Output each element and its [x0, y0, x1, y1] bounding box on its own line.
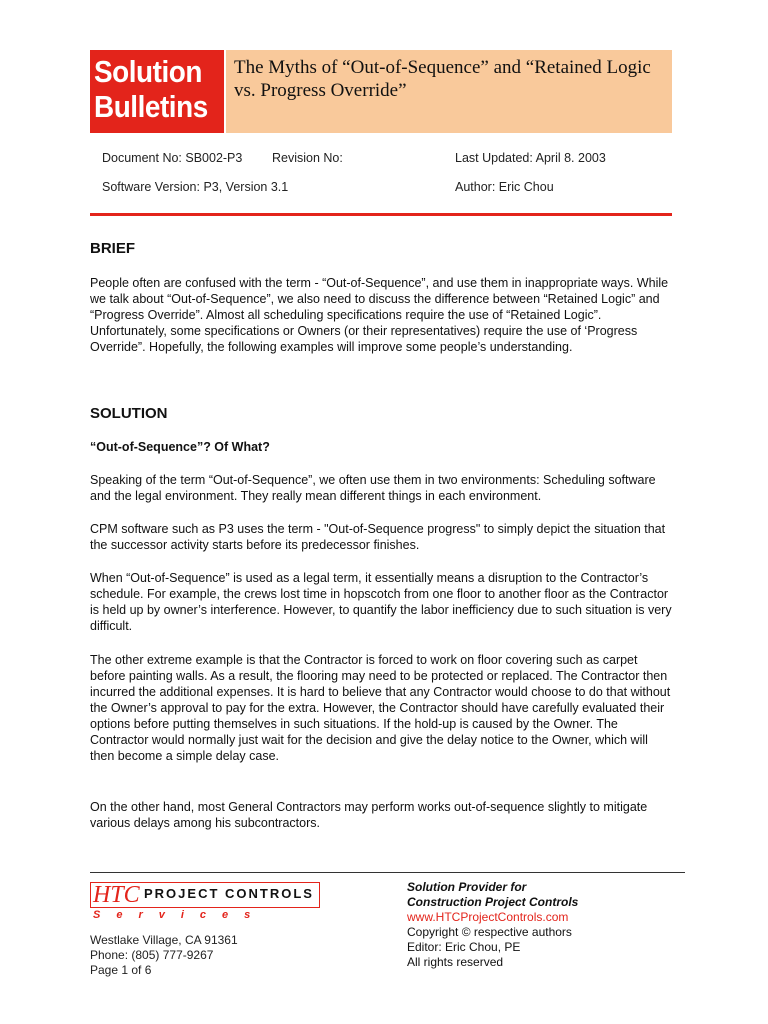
author: Author: Eric Chou — [455, 180, 554, 194]
htc-logo-text: HTC — [93, 882, 140, 908]
footer-tagline-1: Solution Provider for — [407, 880, 527, 894]
footer-editor: Editor: Eric Chou, PE — [407, 940, 521, 954]
footer-right-block — [407, 880, 578, 970]
document-title: The Myths of “Out-of-Sequence” and “Retained Logic vs. Progress Override” — [226, 50, 672, 133]
footer-address: Westlake Village, CA 91361 — [90, 933, 238, 947]
project-controls-text: PROJECT CONTROLS — [144, 886, 314, 901]
software-version: Software Version: P3, Version 3.1 — [102, 180, 289, 194]
footer-rights: All rights reserved — [407, 955, 504, 969]
solution-paragraph-5: On the other hand, most General Contractors may perform works out-of-sequence slightly to mitigate various delays among his subcontractors. — [90, 800, 648, 830]
solution-heading: SOLUTION — [90, 405, 168, 422]
solution-subheading: “Out-of-Sequence”? Of What? — [90, 440, 270, 454]
header-divider — [90, 213, 672, 216]
brief-heading: BRIEF — [90, 240, 135, 257]
solution-bulletins-logo — [90, 50, 224, 133]
logo-line-1: Solution — [94, 54, 202, 89]
footer-copyright: Copyright © respective authors — [407, 925, 572, 939]
logo-line-2: Bulletins — [94, 89, 208, 124]
brief-paragraph: People often are confused with the term - “Out-of-Sequence”, and use them in inappropriate ways. While we talk about “Out-of-Sequence”, we also need to discuss the difference between “Retained Logic” and “Progress Override”. Almost all scheduling specifications require the use of “Retained Logic”. Unfortunately, some specifications or Owners (or their representatives) require the use of ‘Progress Override”. Hopefully, the following examples will improve some people’s understanding. — [90, 276, 669, 354]
solution-paragraph-3: When “Out-of-Sequence” is used as a legal term, it essentially means a disruption to the Contractor’s schedule. For example, the crews lost time in hopscotch from one floor to another floor as the Contractor is held up by owner’s interference. However, to quantify the labor inefficiency due to such situation is very difficult. — [90, 571, 672, 633]
revision-number: Revision No: — [272, 151, 343, 165]
services-text: Services — [93, 909, 267, 921]
footer-tagline-2: Construction Project Controls — [407, 895, 579, 909]
website-link[interactable]: www.HTCProjectControls.com — [407, 910, 569, 924]
solution-paragraph-4: The other extreme example is that the Contractor is forced to work on floor covering such as carpet before painting walls. As a result, the flooring may need to be protected or replaced. The Contractor then incurred the additional expenses. It is hard to believe that any Contractor would choose to do that without the Owner’s approval to pay for the extra. However, the Contractor should have carefully evaluated their options before putting themselves in such situations. If the hold-up is caused by the Owner. The Contractor would normally just wait for the decision and give the delay notice to the Owner, which will then become a simple delay case. — [90, 653, 671, 763]
document-number: Document No: SB002-P3 — [102, 151, 243, 165]
footer-divider — [90, 872, 685, 873]
last-updated: Last Updated: April 8. 2003 — [455, 151, 606, 165]
footer-phone: Phone: (805) 777-9267 — [90, 948, 214, 962]
solution-paragraph-2: CPM software such as P3 uses the term - "Out-of-Sequence progress" to simply depict the situation that the successor activity starts before its predecessor finishes. — [90, 522, 666, 552]
solution-paragraph-1: Speaking of the term “Out-of-Sequence”, we often use them in two environments: Scheduling software and the legal environment. They really mean different things in each environment. — [90, 473, 656, 503]
footer-page-number: Page 1 of 6 — [90, 963, 152, 977]
